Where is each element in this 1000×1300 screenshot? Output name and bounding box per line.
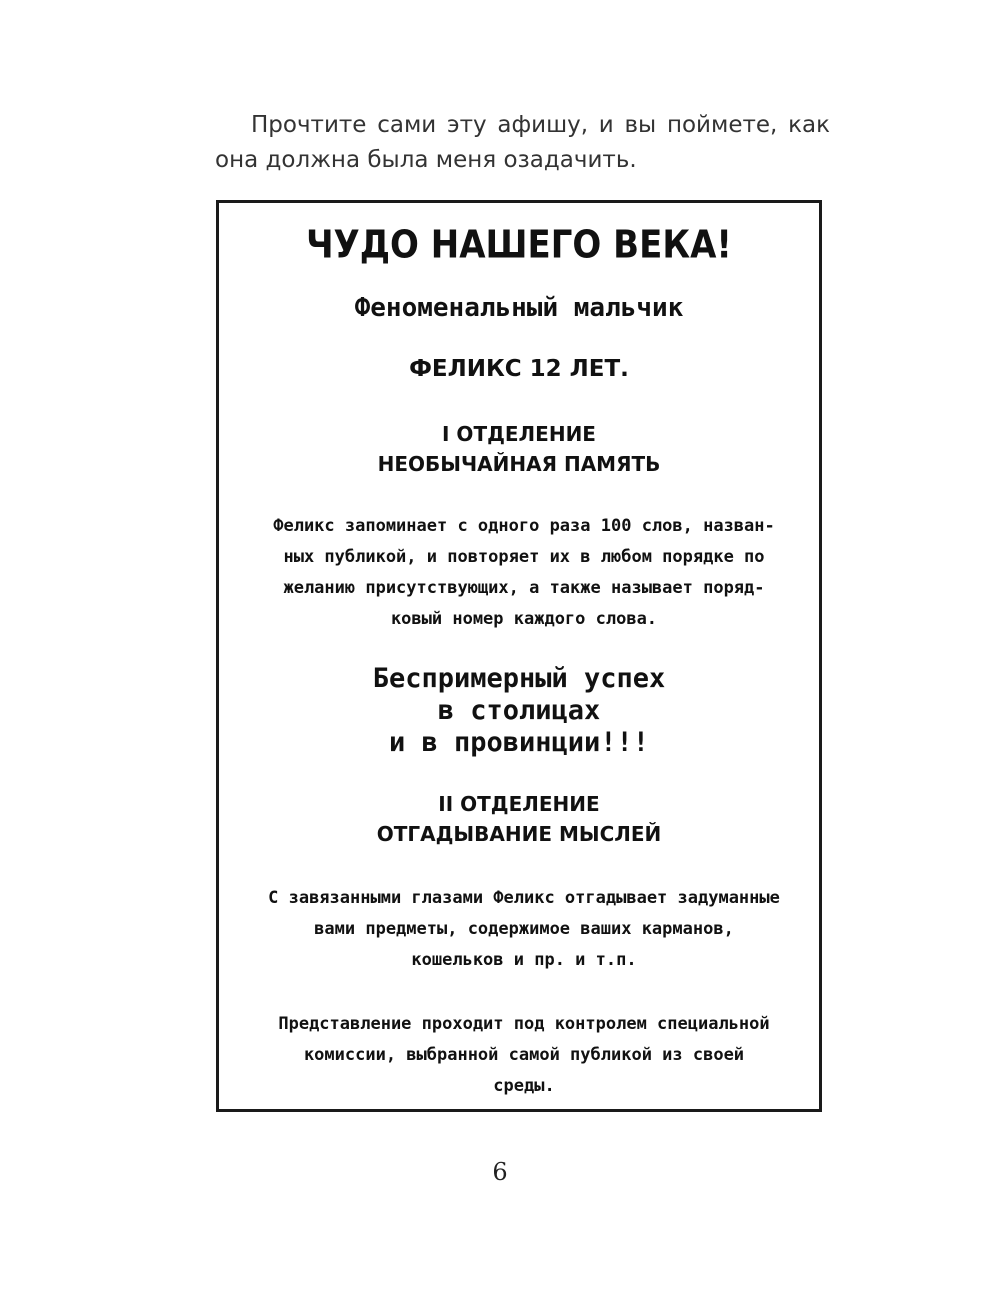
section2-number: II ОТДЕЛЕНИЕ xyxy=(438,792,600,816)
poster-subtitle: Феноменальный мальчик xyxy=(354,293,684,323)
poster xyxy=(216,200,822,1112)
section1-line: желанию присутствующих, а также называет поряд- xyxy=(283,578,765,598)
success-line: и в провинции!!! xyxy=(388,727,650,758)
page-number: 6 xyxy=(492,1158,508,1186)
intro-paragraph: Прочтите сами эту афишу, и вы поймете, как она должна была меня озадачить. xyxy=(215,112,830,173)
section1-title: НЕОБЫЧАЙНАЯ ПАМЯТЬ xyxy=(377,452,661,476)
footer-line: среды. xyxy=(493,1076,555,1096)
section2-line: вами предметы, содержимое ваших карманов, xyxy=(314,919,734,939)
success-line: в столицах xyxy=(437,695,601,726)
footer-line: комиссии, выбранной самой публикой из своей xyxy=(303,1045,745,1065)
footer-line: Представление проходит под контролем специальной xyxy=(278,1014,770,1034)
section1-number: I ОТДЕЛЕНИЕ xyxy=(442,422,596,446)
section2-line: кошельков и пр. и т.п. xyxy=(411,950,637,970)
section2-title: ОТГАДЫВАНИЕ МЫСЛЕЙ xyxy=(376,822,662,846)
section2-line: С завязанными глазами Феликс отгадывает задуманные xyxy=(268,888,780,908)
section1-line: ных публикой, и повторяет их в любом порядке по xyxy=(283,547,765,567)
poster-headline: ЧУДО НАШЕГО ВЕКА! xyxy=(306,222,732,268)
section1-line: ковый номер каждого слова. xyxy=(390,609,658,629)
section2-description xyxy=(257,883,791,976)
section1-line: Феликс запоминает с одного раза 100 слов, назван- xyxy=(273,516,775,536)
success-line: Беспримерный успех xyxy=(372,663,666,694)
section1-description xyxy=(257,511,791,635)
poster-footer xyxy=(257,1009,791,1102)
poster-name: ФЕЛИКС 12 ЛЕТ. xyxy=(409,356,629,382)
